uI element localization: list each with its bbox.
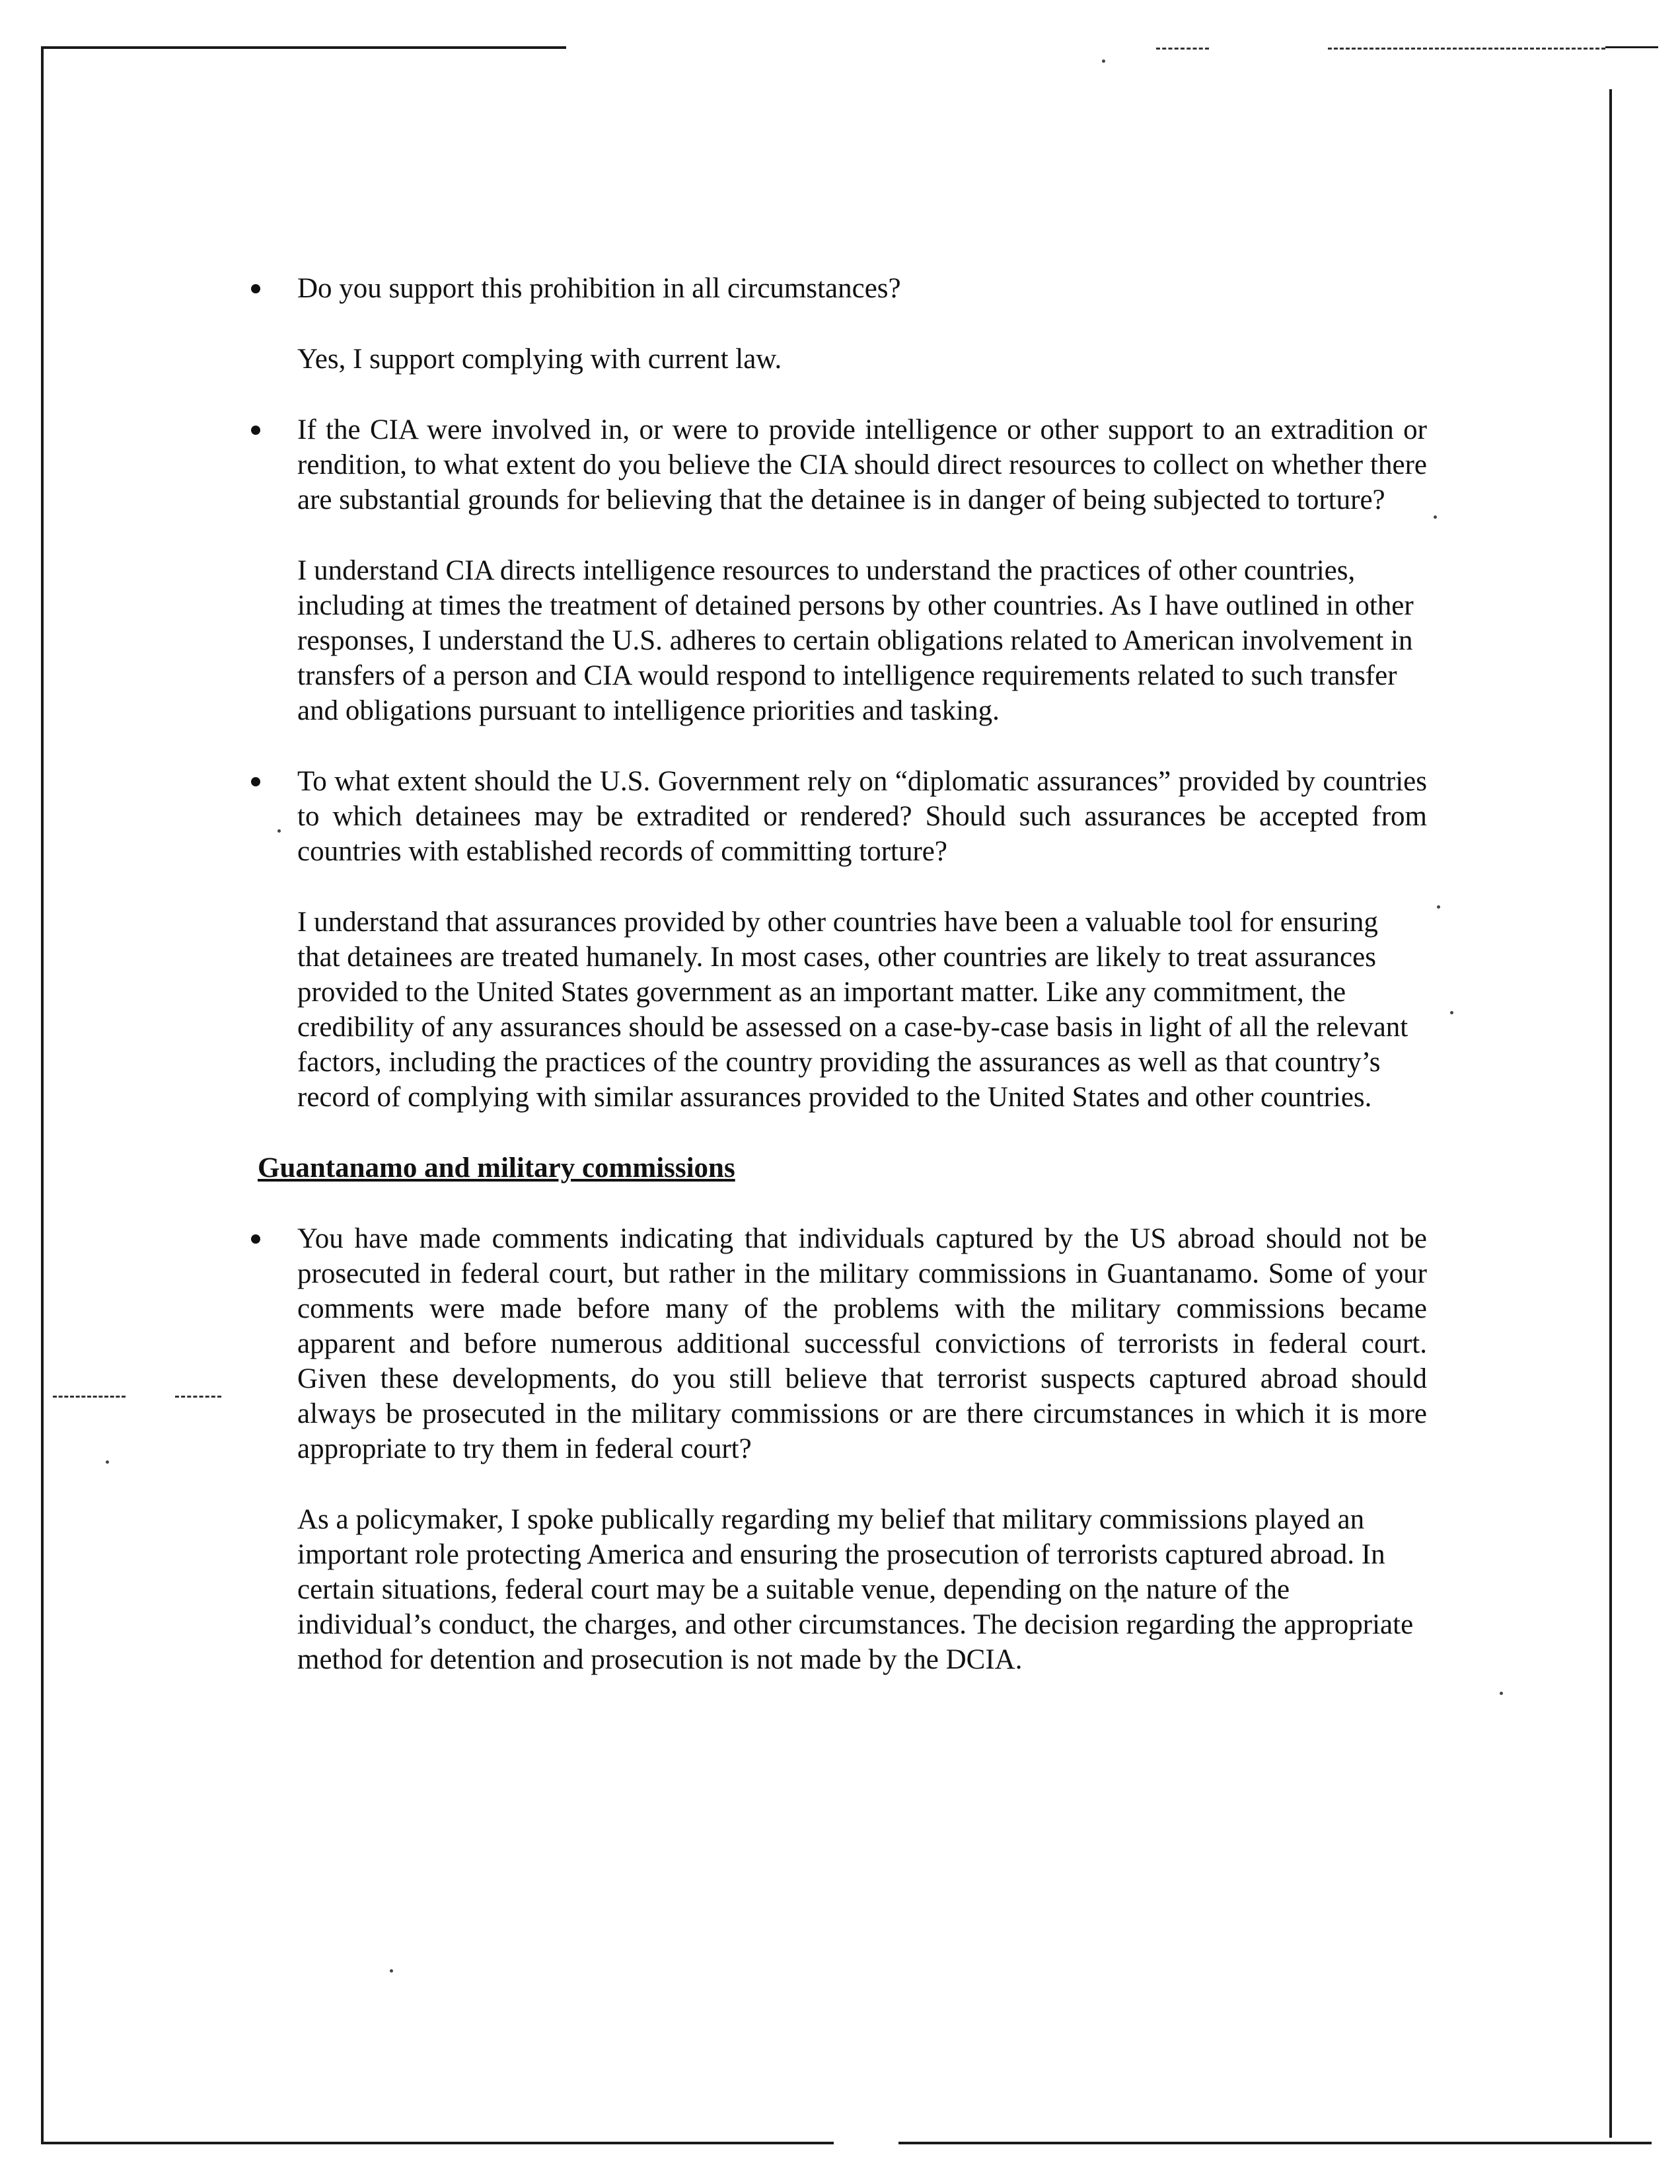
answer-text: Yes, I support complying with current law. bbox=[297, 344, 782, 375]
scan-speck bbox=[390, 1969, 393, 1973]
scan-speck bbox=[1500, 1692, 1503, 1695]
scan-speck bbox=[1437, 905, 1440, 909]
scan-dash-top-mid bbox=[1156, 48, 1209, 50]
scan-speck bbox=[106, 1460, 109, 1464]
answer-text: As a policymaker, I spoke publically regarding my belief that military commissions played an important role protecting America and ensuring the prosecution of terrorists captured abroad. In certain situations, federal court may be a suitable venue, depending on the nature of the individual’s conduct, the charges, and other circumstances. The decision regarding the appropriate method for detention and prosecution is not made by the DCIA. bbox=[297, 1504, 1414, 1675]
bullet-icon bbox=[251, 1234, 260, 1244]
bullet-icon bbox=[251, 426, 260, 435]
answer-text: I understand CIA directs intelligence resources to understand the practices of other countries, including at times the treatment of detained persons by other countries. As I have outlined in other responses, I understand the U.S. adheres to certain obligations related to American involvement in transfers of a person and CIA would respond to intelligence requirements related to such transfer and obligations pursuant to intelligence priorities and tasking. bbox=[297, 555, 1414, 726]
question-text: If the CIA were involved in, or were to provide intelligence or other support to an extradition or rendition, to what extent do you believe the CIA should direct resources to collect on whether there are substantial grounds for believing that the detainee is in danger of being subjected to torture? bbox=[297, 414, 1427, 515]
question-text: You have made comments indicating that individuals captured by the US abroad should not be prosecuted in federal court, but rather in the military commissions in Guantanamo. Some of your comments were made before many of the problems with the military commissions became apparent and before numerous additional successful convictions of terrorists in federal court. Given these developments, do you still believe that terrorist suspects captured abroad should always be prosecuted in the military commissions or are there circumstances in which it is more appropriate to try them in federal court? bbox=[297, 1223, 1427, 1464]
question-block-rendition bbox=[251, 412, 1427, 517]
scan-speck bbox=[1434, 515, 1437, 519]
section-heading: Guantanamo and military commissions bbox=[258, 1152, 735, 1184]
scan-border-top bbox=[41, 46, 566, 49]
question-block-assurances bbox=[251, 764, 1427, 869]
question-text: Do you support this prohibition in all circumstances? bbox=[297, 273, 901, 304]
bullet-icon bbox=[251, 284, 260, 293]
scan-border-top-right bbox=[1605, 46, 1658, 48]
scan-dash-left-margin-2 bbox=[175, 1396, 221, 1398]
bullet-icon bbox=[251, 777, 260, 786]
question-block-military-commissions bbox=[251, 1221, 1427, 1466]
scan-border-top-dashed-right bbox=[1328, 48, 1605, 50]
answer-text: I understand that assurances provided by other countries have been a valuable tool for ensuring that detainees are treated humanely. In most cases, other countries are likely to treat assurances provided to the United States government as an important matter. Like any commitment, the credibility of any assurances should be assessed on a case-by-case basis in light of all the relevant factors, including the practices of the country providing the assurances as well as that country’s record of complying with similar assurances provided to the United States and other countries. bbox=[297, 907, 1408, 1113]
question-text: To what extent should the U.S. Government rely on “diplomatic assurances” provided by countries to which detainees may be extradited or rendered? Should such assurances be accepted from countries with established records of committing torture? bbox=[297, 766, 1427, 867]
question-block-prohibition bbox=[251, 271, 1427, 306]
scan-dash-left-margin bbox=[53, 1396, 126, 1398]
scan-speck bbox=[1450, 1011, 1453, 1014]
scan-border-right bbox=[1609, 89, 1612, 2138]
document-body bbox=[251, 271, 1427, 1677]
scan-border-left bbox=[41, 46, 44, 2144]
scan-border-bottom-right bbox=[898, 2142, 1652, 2144]
scan-border-bottom-left bbox=[41, 2142, 834, 2144]
scan-speck bbox=[1102, 59, 1105, 63]
